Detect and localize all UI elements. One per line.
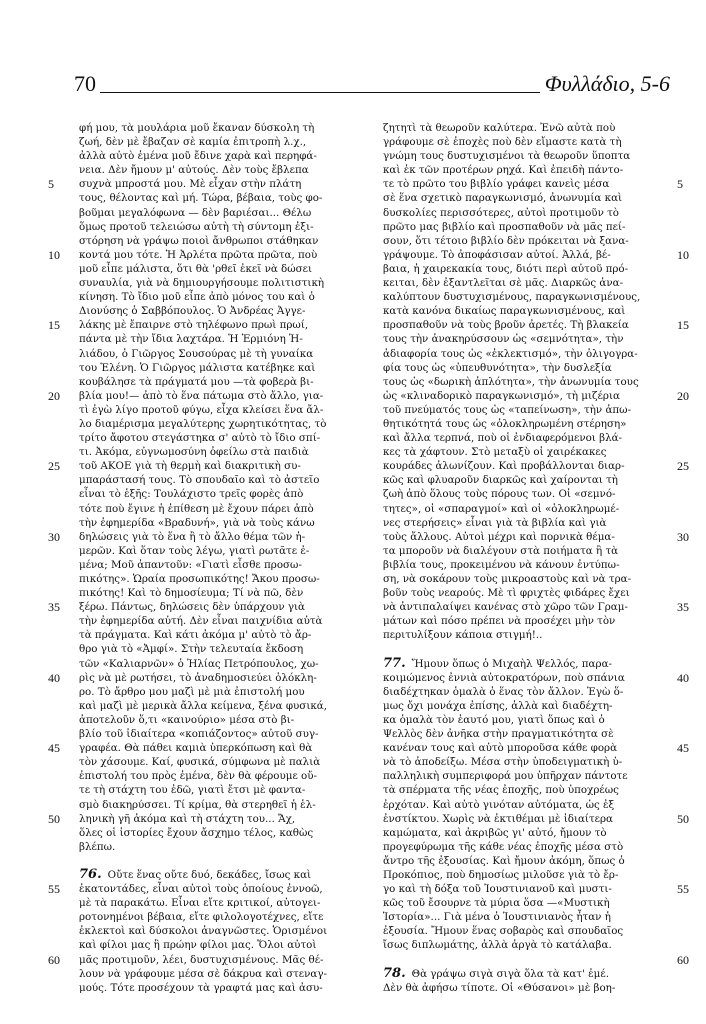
- text-line: προσπαθοῦν νὰ τοὺς βροῦν ἀρετές. Τὴ βλακεία: [383, 319, 629, 332]
- left-column: [79, 121, 365, 995]
- text-line: πρῶτο μας βιβλίο καὶ προσπαθοῦν νὰ μᾶς πεί-: [383, 220, 626, 233]
- margin-line-number: 40: [677, 670, 689, 685]
- text-line: περιτυλίξουν κάποια στιγμή!..: [383, 629, 543, 642]
- margin-line-number: 10: [677, 247, 689, 262]
- text-line: Ψελλὸς δὲν ἀνῆκα στὴν πραγματικότητα σὲ: [383, 728, 614, 741]
- text-line: νὰ ἀντιπαλαίψει κανένας στὸ χῶρο τῶν Γραμ-: [383, 601, 628, 614]
- section-gap: [383, 642, 669, 656]
- margin-line-number: 55: [48, 882, 60, 897]
- text-line: τα μποροῦν νὰ διαλέγουν στὰ ποιήματα ἢ τὰ: [383, 544, 619, 557]
- text-line: ροτονημένοι βέβαια, εἴτε φιλολογοτέχνες, εἴτε: [79, 911, 324, 924]
- running-head: Φυλλάδιο, 5-6: [544, 71, 670, 96]
- section-gap: [383, 953, 669, 967]
- text-line: τους, θέλοντας καὶ μή. Τώρα, βέβαια, τοὺς φο-: [79, 192, 323, 205]
- text-line: ζητητὶ τὰ θεωροῦν καλύτερα. Ἐνῶ αὐτὰ ποὺ: [383, 122, 616, 134]
- text-line: μᾶς προτιμοῦν, λέει, δυστυχισμένους. Μᾶς θέ-: [79, 953, 324, 966]
- margin-line-number: 15: [677, 318, 689, 333]
- text-line: γραφέα. Θὰ πάθει καμιὰ ὑπερκόπωση καὶ θὰ: [79, 742, 313, 755]
- text-line: τὴν ἐφημερίδα «Βραδυνή», γιὰ νὰ τοὺς κάνω: [79, 516, 315, 529]
- text-line: τότε ποὺ ἔγινε ἡ ἐπίθεση μὲ ἔχουν πάρει ἀπὸ: [79, 502, 314, 515]
- page-number: 70: [74, 71, 96, 96]
- text-line: Διονύσης ὁ Σαββόπουλος. Ὁ Ἀνδρέας Ἀγγε-: [79, 305, 306, 318]
- section-number: 76.: [79, 866, 102, 882]
- margin-line-number: 10: [48, 247, 60, 262]
- text-line: τοῦ ΑΚΟΕ γιὰ τὴ θερμὴ καὶ διακριτικὴ συ-: [79, 460, 301, 473]
- text-line: προγεφύρωμα τῆς κάθε νέας ἐποχῆς μέσα στὸ: [383, 840, 624, 853]
- text-line: καὶ ἐκ τῶν προτέρων ρηχά. Καὶ ἐπειδὴ πάντο-: [383, 164, 624, 177]
- text-line: τὸν χάσουμε. Καί, φυσικά, σύμφωνα μὲ παλιὰ: [79, 756, 321, 769]
- text-line: ὅλες οἱ ἱστορίες ἔχουν ἄσχημο τέλος, καθὼς: [79, 826, 314, 839]
- text-line: Ἤμουν ὅπως ὁ Μιχαὴλ Ψελλός, παρα-: [411, 657, 612, 670]
- margin-line-number: 35: [677, 600, 689, 615]
- text-line: ρὶς νὰ μὲ ρωτήσει, τὸ ἀναδημοσιεύει ὁλόκλη-: [79, 671, 317, 684]
- text-line: τητες», οἱ «σπαραγμοί» καὶ οἱ «ὁλοκληρωμέ-: [383, 502, 620, 515]
- text-line: κειται, δὲν ἐξαντλεῖται σὲ μᾶς. Διαρκῶς ἀνα-: [383, 277, 624, 290]
- text-line: βιβλία τους, προκειμένου νὰ κάνουν ἐντύπω-: [383, 558, 620, 571]
- text-line: κῶς τοῦ ἔσουρνε τὰ μύρια ὅσα —«Μυστικὴ: [383, 897, 610, 910]
- margin-line-number: 15: [48, 318, 60, 333]
- text-line: τρίτο ἄφοτου στεγάστηκα σ' αὐτὸ τὸ ἴδιο σπί-: [79, 432, 321, 445]
- text-line: καλύπτουν δυστυχισμένους, παραγκωνισμένους,: [383, 291, 641, 304]
- text-line: πάντα μὲ τὴν ἴδια λαχτάρα. Ἡ Ἑρμιόνη Ἠ-: [79, 333, 303, 346]
- margin-line-number: 60: [48, 952, 60, 967]
- text-line: βοῦμαι μεγαλόφωνα — δὲν βαριέσαι... Θέλω: [79, 206, 312, 219]
- margin-line-number: 50: [48, 811, 60, 826]
- text-line: πικότης». Ὡραία προσωπικότης! Ἄκου προσω-: [79, 573, 320, 585]
- text-line: πικότης! Καὶ τὸ δημοσίευμα; Τί νὰ πῶ, δὲν: [79, 587, 304, 600]
- text-line: βλίο τοῦ ἰδιαίτερα «κοπιάζοντος» αὐτοῦ συγ-: [79, 728, 319, 741]
- margin-line-number: 45: [48, 741, 60, 756]
- text-line: μάτων καὶ πόσο πρέπει νὰ προσέχει μὴν τὸν: [383, 615, 616, 628]
- text-line: ἀδιαφορία τους ὡς «ἐκλεκτισμό», τὴν ὀλιγογρα-: [383, 347, 638, 360]
- margin-line-number: 55: [677, 882, 689, 897]
- text-line: γράφουμε σὲ ἐποχὲς ποὺ δὲν εἴμαστε κατὰ τὴ: [383, 136, 622, 149]
- text-line: λάκης μὲ ἔπαιρνε στὸ τηλέφωνο πρωὶ πρωί,: [79, 319, 309, 332]
- section-first-line: [383, 657, 669, 671]
- text-line: κοιμώμενος ἐννιὰ αὐτοκρατόρων, ποὺ σπάνια: [383, 671, 625, 684]
- text-line: ξέρω. Πάντως, δηλώσεις δὲν ὑπάρχουν γιὰ: [79, 601, 305, 614]
- text-line: ἀλλὰ αὐτὸ ἐμένα μοῦ ἔδινε χαρὰ καὶ περηφά-: [79, 150, 317, 163]
- margin-line-number: 50: [677, 811, 689, 826]
- text-line: βοῦν τοὺς νεαρούς. Μὲ τὶ φριχτὲς φιδάρες ἔχει: [383, 587, 630, 600]
- text-line: τε τὴ στάχτη του ἐδῶ, γιατὶ ἔτσι μὲ φαντα-: [79, 784, 306, 797]
- section-number: 78.: [383, 965, 406, 981]
- text-line: συχνὰ μπροστά μου. Μὲ εἶχαν στὴν πλάτη: [79, 178, 302, 191]
- section-first-line: [79, 868, 365, 882]
- text-line: ἑκατοντάδες, εἶναι αὐτοὶ τοὺς ὁποίους ἐννοῶ,: [79, 883, 323, 896]
- text-line: τους τὴν ἀνακηρύσσουν ὡς «σεμνότητα», τὴν: [383, 333, 624, 346]
- text-line: κίνηση. Τὸ ἴδιο μοῦ εἶπε ἀπὸ μόνος του καὶ ὁ: [79, 291, 315, 304]
- text-line: τους ὡς «δωρικὴ ἁπλότητα», τὴν ἀνωνυμία τους: [383, 375, 639, 388]
- section-first-line: [383, 967, 669, 981]
- margin-line-number: 20: [677, 388, 689, 403]
- text-line: Προκόπιος, ποὺ δημοσίως μιλοῦσε γιὰ τὸ ἔρ-: [383, 868, 619, 881]
- text-line: ἄντρο τῆς ἐξουσίας. Καὶ ἤμουν ἀκόμη, ὅπως ὁ: [383, 854, 625, 867]
- text-line: παλληλικὴ συμπεριφορά μου ὑπῆρχαν πάντοτε: [383, 770, 628, 783]
- text-line: ἐξουσία. Ἤμουν ἕνας σοβαρὸς καὶ σπουδαῖος: [383, 925, 624, 938]
- text-line: καὶ ἄλλα τερπνά, ποὺ οἱ ἐνδιαφερόμενοι βλά-: [383, 432, 623, 445]
- text-line: νὰ τὸ ἀποδείξω. Μέσα στὴν ὑποδειγματικὴ ὑ-: [383, 756, 623, 769]
- text-line: κῶς καὶ φλυαροῦν διαρκῶς καὶ χαίρονται τὴ: [383, 474, 618, 487]
- text-line: τι. Ἀκόμα, εὐγνωμοσύνη ὀφείλω στὰ παιδιὰ: [79, 446, 309, 459]
- text-line: κοντά μου τότε. Ἡ Ἀρλέτα πρῶτα πρῶτα, ποὺ: [79, 248, 318, 261]
- margin-line-number: 30: [48, 529, 60, 544]
- text-line: στόρηση νὰ γράψω ποιοὶ ἄνθρωποι στάθηκαν: [79, 234, 319, 247]
- text-line: καὶ μαζὶ μὲ μερικὰ ἄλλα κείμενα, ξένα φυσικά,: [79, 699, 328, 712]
- text-line: θητικότητά τους ὡς «ὁλοκληρωμένη στέρηση»: [383, 417, 627, 430]
- text-line: βαια, ἡ χαιρεκακία τους, διότι περὶ αὐτοῦ πρό-: [383, 262, 629, 275]
- text-line: μένα; Μοῦ ἀπαντοῦν: «Γιατὶ εἶσθε προσω-: [79, 558, 302, 571]
- text-line: ρο. Τὸ ἄρθρο μου μαζὶ μὲ μιὰ ἐπιστολή μου: [79, 685, 305, 698]
- text-line: διαδέχτηκαν ὁμαλὰ ὁ ἕνας τὸν ἄλλον. Ἐγὼ ὅ-: [383, 685, 624, 698]
- text-line: τὰ σπέρματα τῆς νέας ἐποχῆς, ποὺ ὑποχρέως: [383, 784, 619, 797]
- header-rule: [100, 92, 540, 93]
- text-line: ἀποτελοῦν ὅ,τι «καινούριο» μέσα στὸ βι-: [79, 713, 295, 726]
- text-line: μερῶν. Καὶ ὅταν τοὺς λέγω, γιατὶ ρωτᾶτε ἐ-: [79, 544, 310, 557]
- text-line: φία τους ὡς «ὑπευθυνότητα», τὴν δυσλεξία: [383, 361, 612, 374]
- text-line: ση, νὰ σοκάρουν τοὺς μικροαστοὺς καὶ νὰ τρα-: [383, 573, 632, 585]
- text-line: τοῦ πνεύματός τους ὡς «ταπείνωση», τὴν ἀπω-: [383, 403, 632, 416]
- margin-line-number: 45: [677, 741, 689, 756]
- text-line: εἶναι τὸ ἑξῆς: Τουλάχιστο τρεῖς φορὲς ἀπὸ: [79, 488, 304, 501]
- text-line: ὡς «κλιναδορικὸ παραγκωνισμό», τὴ μιζέρια: [383, 389, 620, 402]
- text-line: Θὰ γράψω σιγὰ σιγὰ ὅλα τὰ κατ' ἐμέ.: [411, 967, 609, 980]
- text-line: κα ὁμαλὰ τὸν ἑαυτό μου, γιατὶ ὅπως καὶ ὁ: [383, 713, 605, 726]
- text-line: σμὸ διακηρύσσει. Τί κρίμα, θὰ στερηθεῖ ἡ ἑλ-: [79, 798, 316, 811]
- text-line: κουράδες ἀλωνίζουν. Καὶ προβάλλονται διαρ-: [383, 460, 625, 473]
- text-line: γο καὶ τὴ δόξα τοῦ Ἰουστινιανοῦ καὶ μυστι-: [383, 883, 612, 896]
- text-line: γνώμη τους δυστυχισμένοι τὰ θεωροῦν ὕποπτα: [383, 150, 631, 163]
- margin-line-number: 35: [48, 600, 60, 615]
- text-line: ἐνστίκτου. Χωρὶς νὰ ἐκτιθέμαι μὲ ἰδιαίτερα: [383, 812, 614, 825]
- text-line: λιάδου, ὁ Γιῶργος Σουσούρας μὲ τὴ γυναίκα: [79, 347, 314, 360]
- margin-line-number: 5: [677, 177, 683, 192]
- text-line: του Ἑλένη. Ὁ Γιῶργος μάλιστα κατέβηκε καὶ: [79, 361, 316, 374]
- text-line: γράψουμε. Τὸ ἀποφάσισαν αὐτοί. Ἀλλά, βέ-: [383, 248, 611, 261]
- text-line: ὅμως προτοῦ τελειώσω αὐτὴ τὴ σύντομη ἐξι-: [79, 220, 314, 233]
- text-line: μπαράστασή τους. Τὸ σπουδαῖο καὶ τὸ ἀστεῖο: [79, 474, 320, 487]
- text-line: μὲ τὰ παρακάτω. Εἶναι εἴτε κριτικοί, αὐτογει-: [79, 897, 321, 910]
- margin-line-number: 5: [48, 177, 54, 192]
- text-line: νες στερήσεις» εἶναι γιὰ τὰ βιβλία καὶ γιὰ: [383, 516, 607, 529]
- right-column: [383, 121, 669, 995]
- text-line: ἐρχόταν. Καὶ αὐτὸ γινόταν αὐτόματα, ὡς ἐξ: [383, 798, 615, 811]
- text-line: Δὲν θὰ ἀφήσω τίποτε. Οἱ «Θύσανοι» μὲ βοη-: [383, 981, 616, 994]
- text-line: κανέναν τους καὶ αὐτὸ μποροῦσα κάθε φορὰ: [383, 742, 618, 755]
- text-line: Οὔτε ἕνας οὔτε δυό, δεκάδες, ἴσως καὶ: [107, 868, 312, 881]
- section-gap: [79, 854, 365, 868]
- text-line: τὰ πράγματα. Καὶ κάτι ἀκόμα μ' αὐτὸ τὸ ἄρ-: [79, 629, 312, 642]
- margin-line-number: 20: [48, 388, 60, 403]
- text-line: βλία μου!— ἀπὸ τὸ ἕνα πάτωμα στὸ ἄλλο, για-: [79, 389, 324, 402]
- text-line: βλέπω.: [79, 840, 116, 853]
- text-line: δηλώσεις γιὰ τὸ ἕνα ἢ τὸ ἄλλο θέμα τῶν ἡ-: [79, 530, 306, 543]
- text-line: ἐπιστολή του πρὸς ἐμένα, δὲν θὰ φέρουμε οὔ-: [79, 770, 317, 783]
- text-line: τε τὸ πρῶτο του βιβλίο γράφει κανεὶς μέσα: [383, 178, 610, 191]
- margin-line-number: 25: [677, 459, 689, 474]
- text-line: κατὰ κανόνα δικαίως παραγκωνισμένους, καὶ: [383, 305, 626, 318]
- text-line: μοῦ εἶπε μάλιστα, ὅτι θὰ 'ρθεῖ ἐκεῖ νὰ δώσει: [79, 262, 313, 275]
- text-line: ἴσως διπλωμάτης, ἀλλὰ ἀργὰ τὸ κατάλαβα.: [383, 939, 612, 952]
- text-line: μούς. Τότε προσέχουν τὰ γραφτά μας καὶ ἀσυ-: [79, 981, 323, 994]
- text-line: ἐκλεκτοὶ καὶ δύσκολοι ἀναγνῶστες. Ὁρισμένοι: [79, 925, 328, 938]
- margin-line-number: 40: [48, 670, 60, 685]
- text-line: νεια. Δὲν ἤμουν μ' αὐτούς. Δὲν τοὺς ἔβλεπα: [79, 164, 309, 177]
- text-line: φή μου, τὰ μουλάρια μοῦ ἔκαναν δύσκολη τὴ: [79, 122, 315, 134]
- text-line: λουν νὰ γράφουμε μέσα σὲ δάκρυα καὶ στεναγ-: [79, 967, 327, 980]
- text-line: μως ὄχι μονάχα ἐπίσης, ἀλλὰ καὶ διαδέχτη-: [383, 699, 613, 712]
- text-line: σουν, ὅτι τέτοιο βιβλίο δὲν πρόκειται νὰ ξανα-: [383, 234, 629, 247]
- text-line: λο διαμέρισμα μεγαλύτερης χωρητικότητας, τὸ: [79, 417, 327, 430]
- text-line: ληνικὴ γῆ ἀκόμα καὶ τὴ στάχτη του... Ἄχ,: [79, 812, 296, 825]
- margin-line-number: 30: [677, 529, 689, 544]
- text-line: θρο γιὰ τὸ «Ἀμφί». Στὴν τελευταία ἔκδοση: [79, 643, 304, 656]
- margin-line-number: 60: [677, 952, 689, 967]
- text-line: σὲ ἕνα σχετικὸ παραγκωνισμό, ἀνωνυμία καὶ: [383, 192, 623, 205]
- section-number: 77.: [383, 655, 406, 671]
- text-line: κες τὰ χάφτουν. Στὸ μεταξὺ οἱ χαιρέκακες: [383, 446, 607, 459]
- text-line: τοὺς ἄλλους. Αὐτοὶ μέχρι καὶ πορνικὰ θέμα-: [383, 530, 615, 543]
- text-line: συναυλία, γιὰ νὰ δημιουργήσουμε πολιτιστικὴ: [79, 277, 325, 290]
- text-line: κουβάλησε τὰ πράγματά μου —τὰ φοβερὰ βι-: [79, 375, 314, 388]
- text-line: καὶ φίλοι μας ἢ πρώην φίλοι μας. Ὅλοι αὐτοὶ: [79, 939, 317, 952]
- text-line: καμώματα, καὶ ἀκριβῶς γι' αὐτό, ἤμουν τὸ: [383, 826, 607, 839]
- text-line: ζωὴ ἀπὸ ὅλους τοὺς πόρους των. Οἱ «σεμνό-: [383, 488, 616, 501]
- text-line: Ἱστορία»... Γιὰ μένα ὁ Ἰουστινιανὸς ἦταν ἡ: [383, 911, 611, 924]
- text-line: ζωή, δὲν μὲ ἔβαζαν σὲ καμία ἐπιτροπὴ λ.χ.,: [79, 136, 307, 149]
- text-line: τὴν ἐφημερίδα αὐτή. Δὲν εἶναι παιχνίδια αὐτὰ: [79, 615, 323, 628]
- text-line: τῶν «Καλιαρνῶν» ὁ Ἠλίας Πετρόπουλος, χω-: [79, 657, 319, 670]
- margin-line-number: 25: [48, 459, 60, 474]
- text-line: δυσκολίες περισσότερες, αὐτοὶ προτιμοῦν τὸ: [383, 206, 619, 219]
- text-line: τὶ ἐγὼ λίγο προτοῦ φύγω, εἶχα κλείσει ἕνα ἄλ-: [79, 403, 324, 416]
